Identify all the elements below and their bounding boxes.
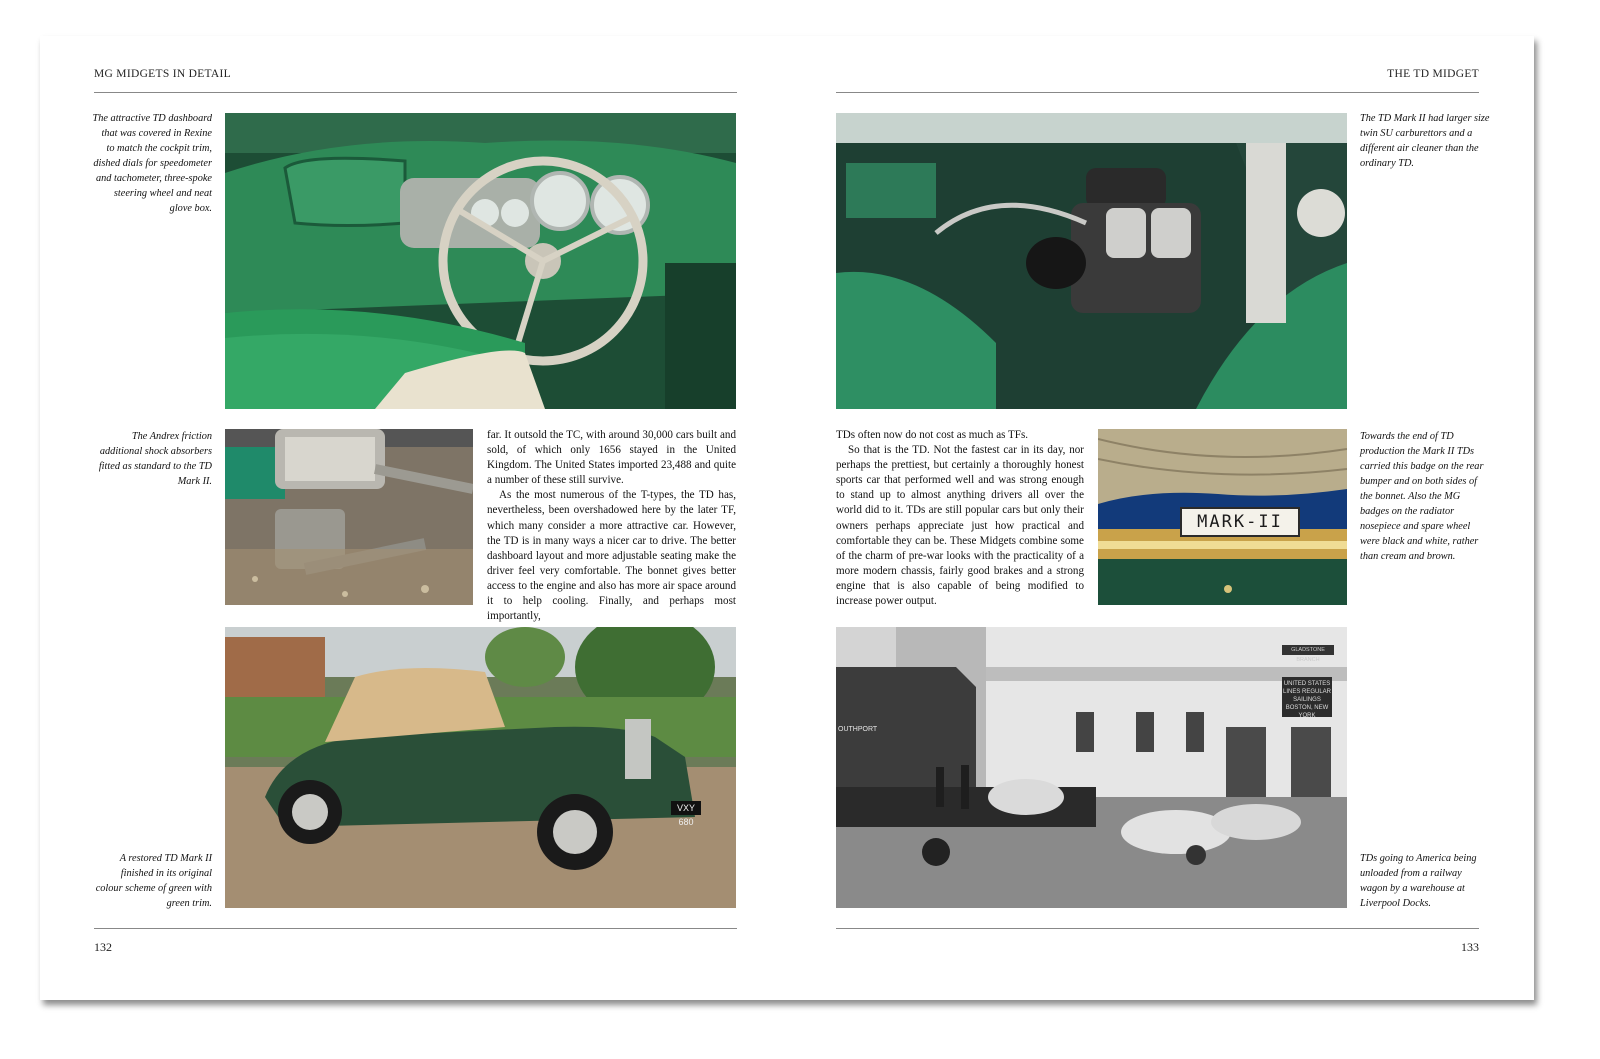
left-footer-rule	[94, 928, 737, 929]
ship-name: OUTHPORT	[838, 726, 878, 733]
caption-shock-absorbers: The Andrex friction additional shock absorbers fitted as standard to the TD Mark II.	[98, 431, 212, 487]
right-header-rule	[836, 92, 1479, 93]
right-body-paragraph-2: So that is the TD. Not the fastest car in its day, nor perhaps the prettiest, but certainly a thoroughly honest sports car that performed well and was strong enough to stand up to almost anything drivers all over the world did to it. TDs are still popular cars but only their owners perhaps appreciate just how practical and comfortable they can be. These Midgets combine some of the charm of pre-war looks with the practicality of a more modern chassis, fairly good brakes and a strong engine that is also capable of being modified to increase power output.	[836, 444, 1084, 608]
photo-liverpool-docks	[836, 627, 1347, 908]
left-running-head: MG MIDGETS IN DETAIL	[94, 68, 231, 80]
caption-mark-ii-badge: Towards the end of TD production the Mark II TDs carried this badge on the rear bumper and on both sides of the bonnet. Also the MG badges on the radiator nosepiece and spare wheel were black and white, rather than cream and brown.	[1360, 431, 1484, 562]
caption-engine: The TD Mark II had larger size twin SU carburettors and a different air cleaner than the ordinary TD.	[1360, 113, 1490, 169]
caption-restored-td: A restored TD Mark II finished in its original colour scheme of green with green trim.	[95, 853, 212, 909]
right-page-number: 133	[1461, 940, 1479, 954]
book-spread	[40, 36, 1534, 1000]
caption-dashboard: The attractive TD dashboard that was covered in Rexine to match the cockpit trim, dished dials for speedometer and tachometer, three-spoke steering wheel and neat glove box.	[92, 113, 212, 214]
mark-ii-badge-plate: MARK-II	[1180, 507, 1300, 537]
left-header-rule	[94, 92, 737, 93]
left-body-paragraph-1: far. It outsold the TC, with around 30,000 cars built and sold, of which only 1656 stayed in the United Kingdom. The United States imported 23,488 and quite a number of these still survive.	[487, 429, 736, 487]
right-running-head: THE TD MIDGET	[1387, 68, 1479, 80]
right-body-text	[836, 428, 1084, 609]
warehouse-sign-top: GLADSTONE BRANCH	[1282, 645, 1334, 655]
left-body-paragraph-2: As the most numerous of the T-types, the TD has, nevertheless, been overshadowed here by the later TF, which many consider a more attractive car. However, the TD is in many ways a nicer car to drive. The better dashboard layout and more adjustable seating make the driver feel very comfortable. The bonnet gives better access to the engine and also has more air space around it to help cooling. Finally, and perhaps most importantly,	[487, 489, 736, 623]
photo-restored-td	[225, 627, 736, 908]
registration-plate: VXY 680	[671, 801, 701, 815]
right-footer-rule	[836, 928, 1479, 929]
caption-liverpool-docks: TDs going to America being unloaded from a railway wagon by a warehouse at Liverpool Docks.	[1360, 853, 1477, 909]
photo-dashboard	[225, 113, 736, 409]
warehouse-sign: UNITED STATES LINES REGULAR SAILINGS BOSTON, NEW YORK	[1282, 677, 1332, 717]
photo-engine-bay	[836, 113, 1347, 409]
left-body-text	[487, 428, 736, 624]
photo-shock-absorber	[225, 429, 473, 605]
right-body-paragraph-1: TDs often now do not cost as much as TFs.	[836, 429, 1029, 441]
left-page-number: 132	[94, 940, 112, 954]
photo-mark-ii-badge	[1098, 429, 1347, 605]
